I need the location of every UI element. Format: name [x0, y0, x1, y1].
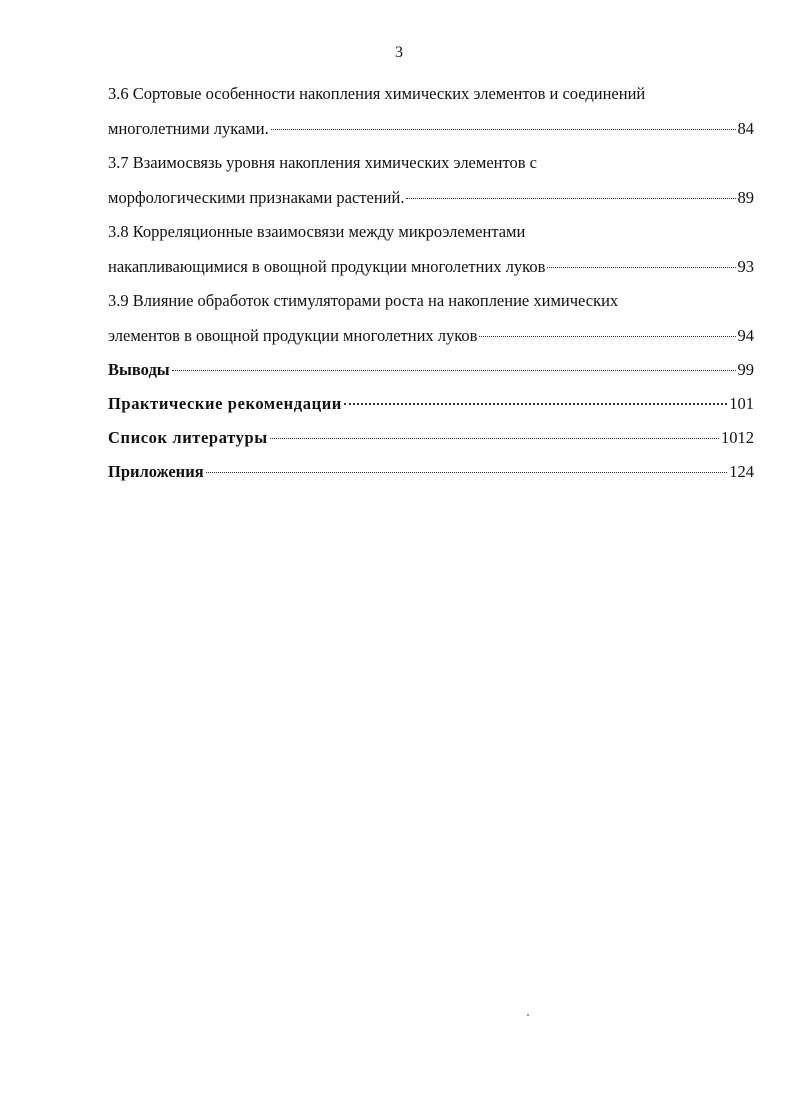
toc-page-number: 84 — [737, 119, 754, 138]
toc-entry-text: 3.6 Сортовые особенности накопления химических элементов и соединений — [108, 84, 646, 103]
leader-dots — [344, 403, 727, 405]
toc-page-number: 99 — [737, 360, 754, 379]
toc-entry-conclusions[interactable] — [108, 358, 754, 382]
leader-dots — [547, 267, 735, 268]
toc-page-number: 93 — [737, 257, 754, 276]
toc-entry-recommendations[interactable] — [108, 392, 754, 416]
toc-entry-text: многолетними луками. — [108, 119, 269, 138]
toc-entry-text: Приложения — [108, 462, 204, 481]
toc-page-number: 1012 — [721, 428, 754, 447]
toc-entry-3-6[interactable] — [108, 82, 754, 141]
toc-entry-text: 3.8 Корреляционные взаимосвязи между микроэлементами — [108, 222, 526, 241]
toc-entry-text: морфологическими признаками растений. — [108, 188, 405, 207]
toc-entry-text: элементов в овощной продукции многолетних луков — [108, 326, 478, 345]
toc-entry-text: 3.7 Взаимосвязь уровня накопления химических элементов с — [108, 153, 537, 172]
leader-dots — [206, 472, 728, 473]
toc-entry-text: Список литературы — [108, 428, 268, 447]
leader-dots — [271, 129, 736, 130]
leader-dots — [270, 438, 719, 439]
toc-entry-3-9[interactable] — [108, 289, 754, 348]
toc-entry-text: Практические рекомендации — [108, 394, 342, 413]
page-number: 3 — [395, 44, 403, 61]
toc-entry-text: накапливающимися в овощной продукции многолетних луков — [108, 257, 546, 276]
table-of-contents — [108, 82, 754, 494]
toc-entry-appendices[interactable] — [108, 460, 754, 484]
scan-speck — [527, 1014, 529, 1016]
toc-page-number: 124 — [729, 462, 754, 481]
leader-dots — [406, 198, 735, 199]
toc-entry-text: 3.9 Влияние обработок стимуляторами роста на накопление химических — [108, 291, 619, 310]
toc-page-number: 94 — [737, 326, 754, 345]
toc-entry-text: Выводы — [108, 360, 170, 379]
toc-page-number: 89 — [737, 188, 754, 207]
toc-entry-references[interactable] — [108, 426, 754, 450]
toc-entry-3-7[interactable] — [108, 151, 754, 210]
leader-dots — [479, 336, 735, 337]
leader-dots — [172, 370, 736, 371]
toc-page-number: 101 — [729, 394, 754, 413]
toc-entry-3-8[interactable] — [108, 220, 754, 279]
